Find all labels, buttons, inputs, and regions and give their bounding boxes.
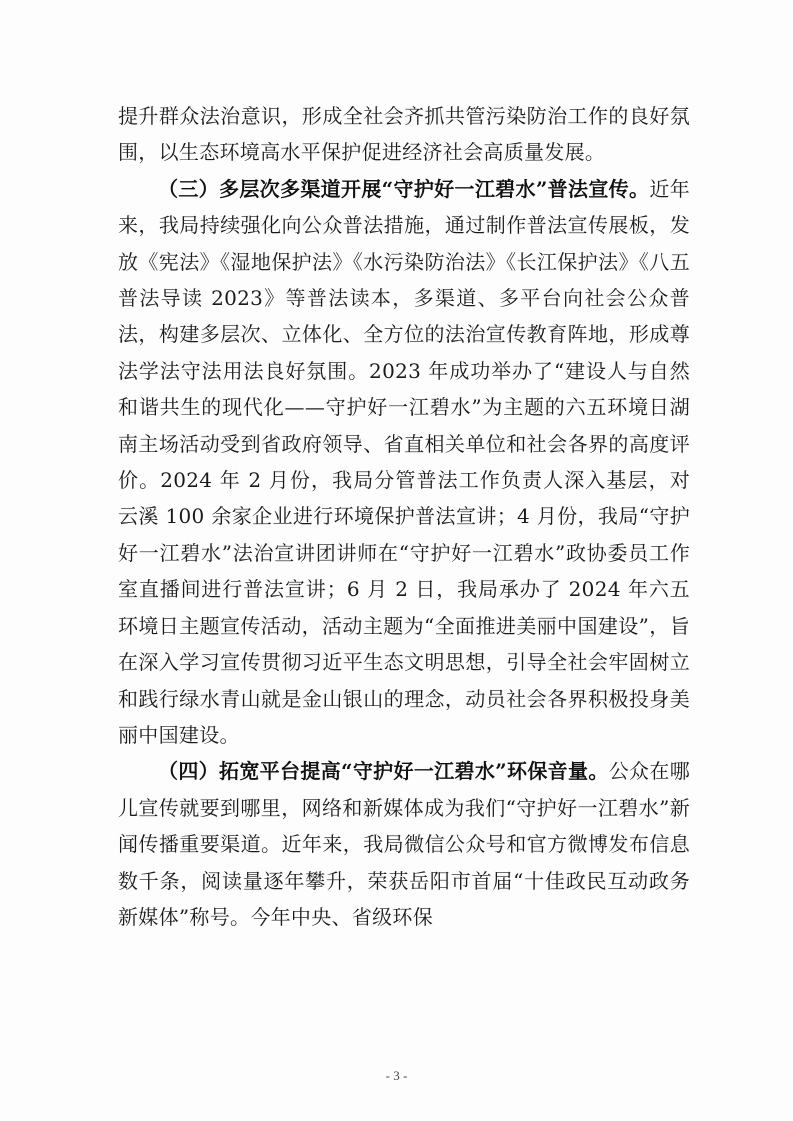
paragraph-1-text: 提升群众法治意识，形成全社会齐抓共管污染防治工作的良好氛围，以生态环境高水平保护促进经济社会高质量发展。: [118, 104, 690, 165]
page-number: - 3 -: [385, 1068, 408, 1083]
section-heading-3: （三）多层次多渠道开展“守护好一江碧水”普法宣传。: [158, 176, 650, 201]
section-heading-4: （四）拓宽平台提高“守护好一江碧水”环保音量。: [158, 759, 609, 784]
paragraph-1: [118, 98, 690, 171]
paragraph-2: [118, 171, 690, 754]
paragraph-3-text: 公众在哪儿宣传就要到哪里，网络和新媒体成为我们“守护好一江碧水”新闻传播重要渠道。近年来，我局微信公众号和官方微博发布信息数千条，阅读量逐年攀升，荣获岳阳市首届“十佳政民互动政务新媒体”称号。今年中央、省级环保: [118, 759, 690, 929]
paragraph-3: [118, 753, 690, 935]
document-body: [118, 98, 690, 935]
paragraph-2-text: 近年来，我局持续强化向公众普法措施，通过制作普法宣传展板，发放《宪法》《湿地保护法》《水污染防治法》《长江保护法》《八五普法导读 2023》等普法读本，多渠道、多平台向社会公众普法，构建多层次、立体化、全方位的法治宣传教育阵地，形成尊法学法守法用法良好氛围。2023 年成功举办了“建设人与自然和谐共生的现代化——守护好一江碧水”为主题的六五环境日湖南主场活动受到省政府领导、省直相关单位和社会各界的高度评价。2024 年 2 月份，我局分管普法工作负责人深入基层，对云溪 100 余家企业进行环境保护普法宣讲；4 月份，我局“守护好一江碧水”法治宣讲团讲师在“守护好一江碧水”政协委员工作室直播间进行普法宣讲；6 月 2 日，我局承办了 2024 年六五环境日主题宣传活动，活动主题为“全面推进美丽中国建设”，旨在深入学习宣传贯彻习近平生态文明思想，引导全社会牢固树立和践行绿水青山就是金山银山的理念，动员社会各界积极投身美丽中国建设。: [118, 176, 690, 747]
